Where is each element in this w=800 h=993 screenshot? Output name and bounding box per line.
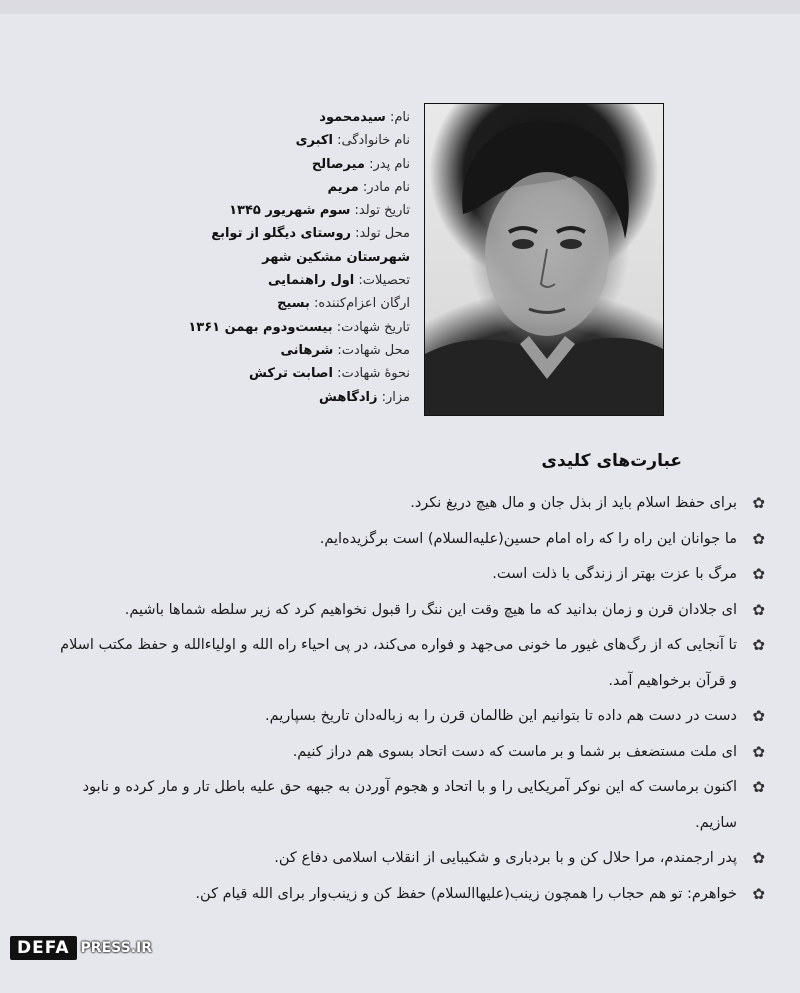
bio-row — [50, 362, 410, 385]
list-item — [60, 628, 765, 699]
bio-row — [50, 292, 410, 315]
bio-label: محل تولد: — [355, 226, 410, 242]
bio-row — [50, 269, 410, 292]
list-item-text: برای حفظ اسلام باید از بذل جان و مال هیچ دریغ نکرد. — [410, 495, 737, 511]
flower-bullet-icon: ✿ — [752, 636, 765, 654]
list-item-text: مرگ با عزت بهتر از زندگی با ذلت است. — [492, 566, 737, 582]
flower-bullet-icon: ✿ — [752, 600, 765, 619]
bio-row — [50, 316, 410, 339]
bio-value: میرصالح — [311, 156, 365, 172]
bio-value: بسیج — [277, 296, 310, 312]
list-item-text: ما جوانان این راه را که راه امام حسین(علیه‌السلام) است برگزیده‌ایم. — [319, 530, 737, 547]
flower-bullet-icon: ✿ — [752, 707, 765, 725]
bio-row — [50, 199, 410, 222]
bio-label: تاریخ تولد: — [354, 203, 410, 219]
list-item-text: خواهرم: تو هم حجاب را همچون زینب(علیهاالسلام) حفظ کن و زینب‌وار برای الله قیام کن. — [195, 885, 737, 902]
portrait-illustration — [425, 104, 663, 415]
watermark-logo — [10, 935, 152, 961]
bio-label: تاریخ شهادت: — [336, 319, 410, 335]
flower-bullet-icon: ✿ — [752, 778, 765, 796]
flower-bullet-icon: ✿ — [752, 884, 765, 903]
bio-value: اکبری — [295, 133, 333, 149]
key-phrases-list — [60, 486, 765, 912]
list-item — [60, 735, 765, 771]
bio-value: زادگاهش — [319, 389, 378, 405]
list-item-text: پدر ارجمندم، مرا حلال کن و با بردباری و شکیبایی از انقلاب اسلامی دفاع کن. — [274, 850, 737, 866]
bio-row — [50, 386, 410, 409]
flower-bullet-icon: ✿ — [752, 742, 765, 761]
list-item-text: دست در دست هم داده تا بتوانیم این ظالمان قرن را به زباله‌دان تاریخ بسپاریم. — [264, 708, 737, 724]
list-item-text: ای ملت مستضعف بر شما و بر ماست که دست اتحاد بسوی هم دراز کنیم. — [292, 743, 737, 760]
bio-label: ارگان اعزام‌کننده: — [314, 296, 410, 312]
bio-row — [50, 106, 410, 129]
bio-label: نحوهٔ شهادت: — [337, 366, 410, 382]
flower-bullet-icon: ✿ — [752, 849, 765, 867]
bio-value: اول راهنمایی — [268, 273, 355, 289]
flower-bullet-icon: ✿ — [752, 494, 765, 512]
page-edge-shadow — [0, 0, 800, 14]
list-item — [60, 522, 765, 558]
list-item-text: اکنون برماست که این نوکر آمریکایی را و با اتحاد و هجوم آوردن به جبهه حق علیه باطل تار و مار کرده و نابود سازیم. — [82, 779, 737, 831]
bio-value: مریم — [327, 179, 359, 195]
list-item — [60, 593, 765, 629]
list-item-text: ای جلادان قرن و زمان بدانید که ما هیچ وقت این ننگ را قبول نخواهیم کرد که زیر سلطه شماها باشیم. — [124, 601, 737, 618]
list-item-text: تا آنجایی که از رگ‌های غیور ما خونی می‌جهد و فواره می‌کند، در پی احیاء راه الله و اولیاءالله و حفظ مکتب اسلام و قرآن برخواهیم آمد. — [60, 637, 737, 689]
flower-bullet-icon: ✿ — [752, 529, 765, 548]
bio-label: مزار: — [381, 389, 410, 405]
bio-value: سیدمحمود — [319, 110, 386, 125]
bio-value: روستای دیگلو از توابع — [211, 226, 352, 242]
bio-row — [50, 129, 410, 152]
list-item — [60, 841, 765, 877]
flower-bullet-icon: ✿ — [752, 565, 765, 583]
list-item — [60, 557, 765, 593]
bio-value: اصابت ترکش — [248, 366, 333, 382]
bio-row — [50, 339, 410, 362]
bio-label: نام: — [389, 110, 410, 125]
bio-label: محل شهادت: — [337, 342, 410, 358]
bio-value: بیست‌ودوم بهمن ۱۳۶۱ — [188, 319, 333, 335]
portrait-photo — [424, 103, 664, 416]
bio-row — [50, 246, 410, 269]
bio-row — [50, 222, 410, 245]
bio-label: نام مادر: — [362, 179, 410, 195]
bio-value: سوم شهریور ۱۳۴۵ — [229, 203, 351, 219]
watermark-brand: DEFA — [10, 936, 77, 960]
bio-value: شهرستان مشکین شهر — [262, 249, 410, 265]
biography-block — [50, 106, 410, 409]
list-item — [60, 770, 765, 841]
bio-label: تحصیلات: — [358, 273, 410, 289]
list-item — [60, 699, 765, 735]
bio-label: نام پدر: — [369, 156, 410, 172]
list-item — [60, 486, 765, 522]
section-title: عبارت‌های کلیدی — [541, 451, 682, 471]
bio-label: نام خانوادگی: — [337, 133, 410, 149]
list-item — [60, 877, 765, 913]
watermark-domain: PRESS.IR — [80, 940, 152, 956]
bio-value: شرهانی — [280, 342, 334, 358]
bio-row — [50, 153, 410, 176]
bio-row — [50, 176, 410, 199]
